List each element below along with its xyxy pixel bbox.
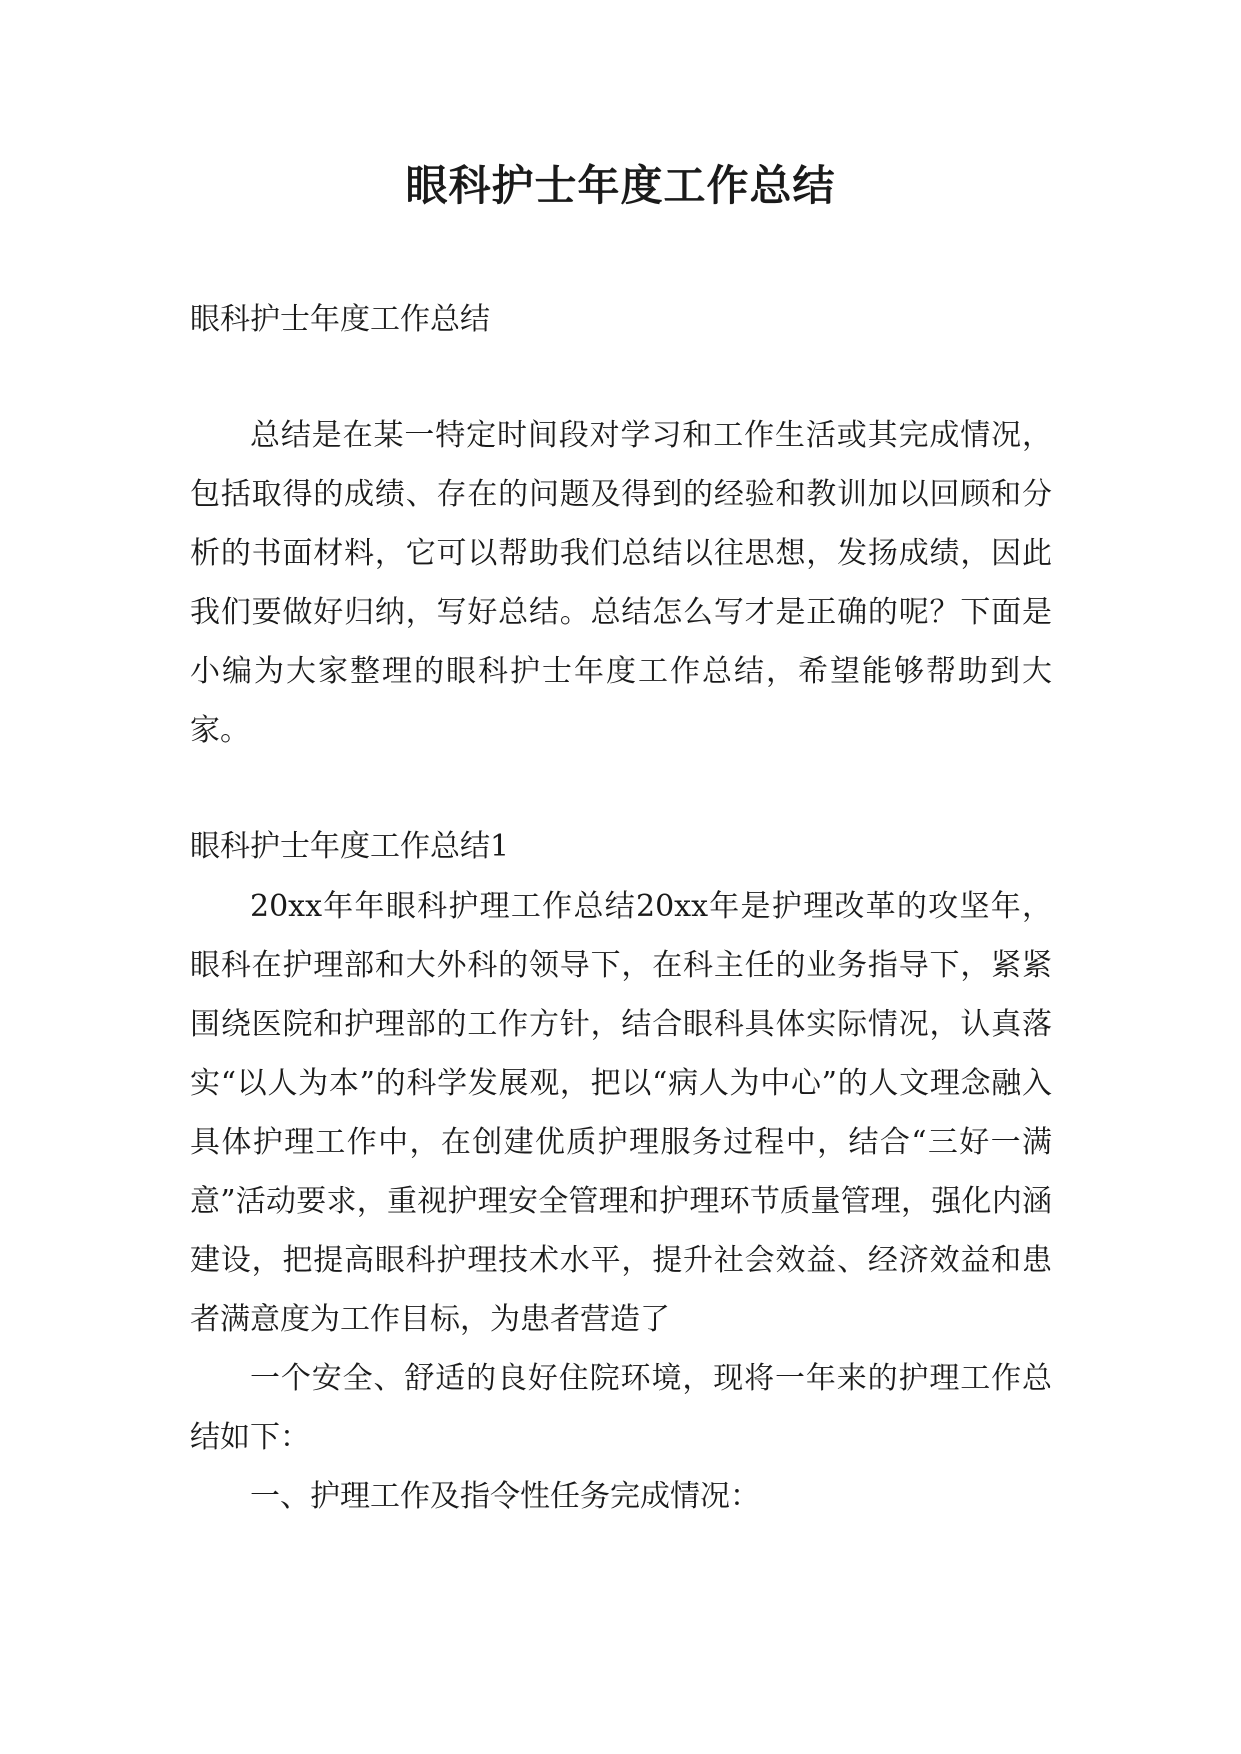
document-body bbox=[190, 290, 1052, 1526]
list-heading: 一、护理工作及指令性任务完成情况： bbox=[250, 1479, 760, 1514]
section-heading: 眼科护士年度工作总结1 bbox=[190, 829, 510, 864]
spacer bbox=[190, 760, 1052, 817]
intro-paragraph: 总结是在某一特定时间段对学习和工作生活或其完成情况，包括取得的成绩、存在的问题及得到的经验和教训加以回顾和分析的书面材料，它可以帮助我们总结以往思想，发扬成绩，因此我们要做好归纳，写好总结。总结怎么写才是正确的呢？下面是小编为大家整理的眼科护士年度工作总结，希望能够帮助到大家。 bbox=[190, 418, 1052, 748]
document-subtitle: 眼科护士年度工作总结 bbox=[190, 302, 490, 337]
document-title: 眼科护士年度工作总结 bbox=[405, 161, 836, 210]
body-paragraph: 20xx年年眼科护理工作总结20xx年是护理改革的攻坚年，眼科在护理部和大外科的领导下，在科主任的业务指导下，紧紧围绕医院和护理部的工作方针，结合眼科具体实际情况，认真落实“以人为本”的科学发展观，把以“病人为中心”的人文理念融入具体护理工作中，在创建优质护理服务过程中，结合“三好一满意”活动要求，重视护理安全管理和护理环节质量管理，强化内涵建设，把提高眼科护理技术水平，提升社会效益、经济效益和患者满意度为工作目标，为患者营造了 bbox=[190, 889, 1052, 1337]
body-paragraph: 一个安全、舒适的良好住院环境，现将一年来的护理工作总结如下： bbox=[190, 1361, 1052, 1455]
spacer bbox=[190, 350, 1052, 406]
